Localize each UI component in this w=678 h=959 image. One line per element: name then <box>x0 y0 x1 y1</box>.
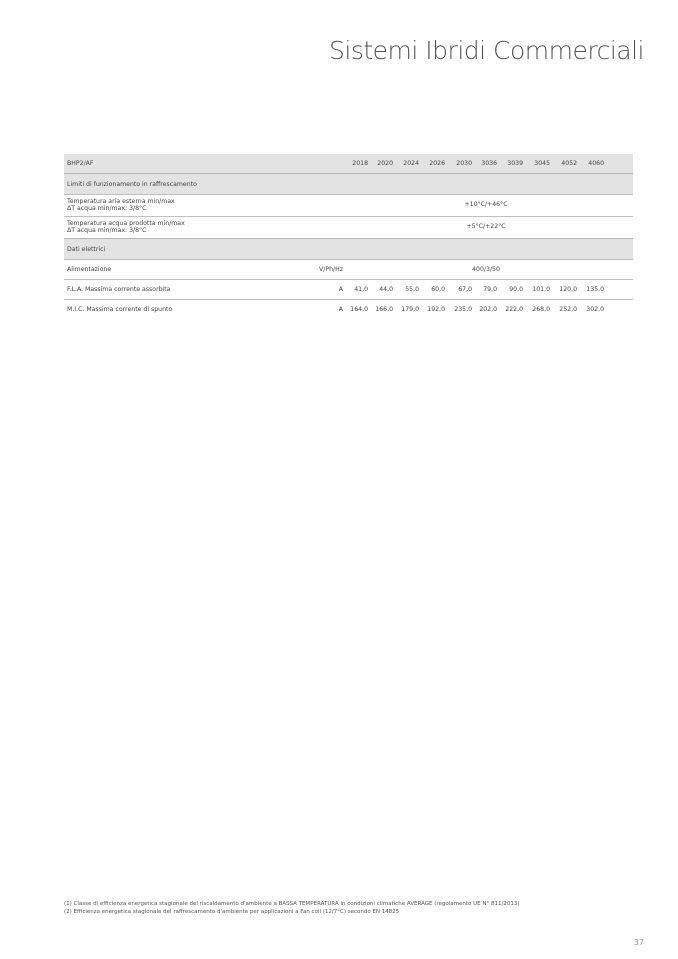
model-header: 3036 <box>474 154 499 174</box>
row-label: M.I.C. Massima corrente di spunto <box>64 300 307 320</box>
footnote: (1) Classe di efficienza energetica stagionale del riscaldamento d'ambiente a BASSA TEMPERATURA in condizioni climatiche AVERAGE (regolamento UE N° 811/2013) <box>64 901 520 907</box>
cell-value: 400/3/50 <box>447 260 525 280</box>
model-header: 4052 <box>552 154 579 174</box>
row-label: Alimentazione <box>64 260 307 280</box>
cell-value: +10°C/+46°C <box>447 195 525 217</box>
cell-value: 41,0 <box>345 280 370 300</box>
model-header: 2020 <box>370 154 395 174</box>
section-title: Dati elettrici <box>64 239 633 260</box>
footnote: (2) Efficienza energetica stagionale del raffrescamento d'ambiente per applicazioni a Fan coil (12/7°C) secondo EN 14825 <box>64 908 400 915</box>
cell-value: 120,0 <box>552 280 579 300</box>
model-series-label: BHP2/AF <box>64 154 345 174</box>
row-label-line: ΔT acqua min/max: 3/8°C <box>67 204 147 212</box>
section-row-cooling-limits <box>64 174 633 195</box>
cell-value: 302,0 <box>579 300 606 320</box>
model-header: 2018 <box>345 154 370 174</box>
footnotes <box>64 901 624 916</box>
model-header: 4060 <box>579 154 606 174</box>
cell-value: 202,0 <box>474 300 499 320</box>
row-label-line: Temperatura aria esterna min/max <box>67 198 175 205</box>
cell-value: 192,0 <box>421 300 447 320</box>
table-row <box>64 260 633 280</box>
cell-value: 55,0 <box>395 280 421 300</box>
cell-value: 222,0 <box>499 300 525 320</box>
row-label: F.L.A. Massima corrente assorbita <box>64 280 307 300</box>
cell-value: 67,0 <box>447 280 474 300</box>
row-unit: A <box>307 300 345 320</box>
model-header: 3045 <box>525 154 552 174</box>
cell-value: 179,0 <box>395 300 421 320</box>
row-label-line: ΔT acqua min/max: 3/8°C <box>67 226 147 234</box>
row-label <box>64 217 345 239</box>
row-unit: V/Ph/Hz <box>307 260 345 280</box>
cell-value: 135,0 <box>579 280 606 300</box>
cell-value: 101,0 <box>525 280 552 300</box>
table-header-row <box>64 154 633 174</box>
model-header: 2030 <box>447 154 474 174</box>
row-label-line: Temperatura acqua prodotta min/max <box>67 220 185 227</box>
table-row <box>64 195 633 217</box>
cell-value: 252,0 <box>552 300 579 320</box>
section-row-electrical-data <box>64 239 633 260</box>
cell-value: 60,0 <box>421 280 447 300</box>
cell-value: +5°C/+22°C <box>447 217 525 239</box>
model-header: 2026 <box>421 154 447 174</box>
row-label <box>64 195 345 217</box>
page-title: Sistemi Ibridi Commerciali <box>329 36 644 65</box>
table-row <box>64 217 633 239</box>
cell-value: 268,0 <box>525 300 552 320</box>
cell-value: 44,0 <box>370 280 395 300</box>
model-header: 2024 <box>395 154 421 174</box>
cell-value: 166,0 <box>370 300 395 320</box>
section-title: Limiti di funzionamento in raffrescamento <box>64 174 633 195</box>
model-header: 3039 <box>499 154 525 174</box>
page-number: 37 <box>633 938 644 947</box>
table-row <box>64 300 633 320</box>
spec-table <box>64 154 633 319</box>
cell-value: 235,0 <box>447 300 474 320</box>
row-unit: A <box>307 280 345 300</box>
cell-value: 164,0 <box>345 300 370 320</box>
cell-value: 79,0 <box>474 280 499 300</box>
table-row <box>64 280 633 300</box>
cell-value: 90,0 <box>499 280 525 300</box>
